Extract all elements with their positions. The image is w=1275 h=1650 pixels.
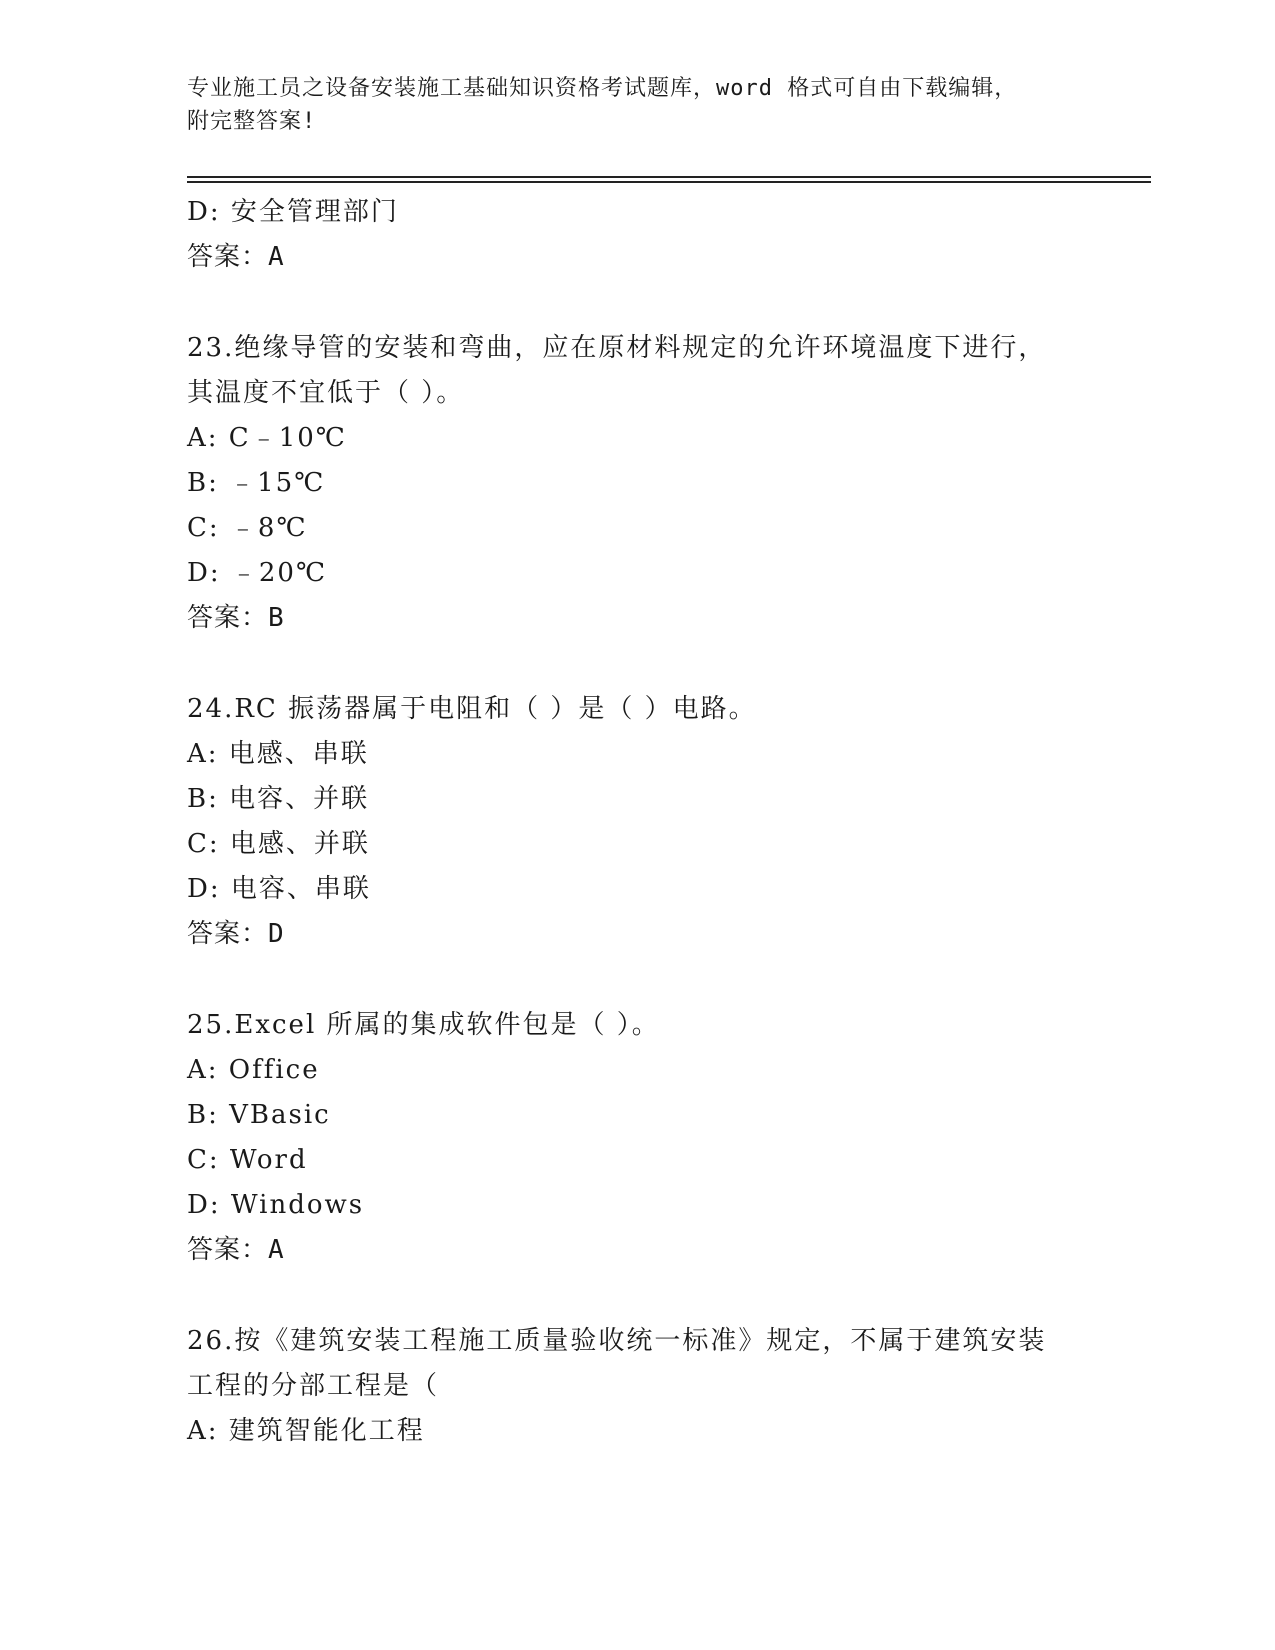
question-23	[187, 326, 1107, 641]
answer: 答案：A	[187, 1235, 285, 1265]
page-header	[187, 72, 1087, 138]
option-d: D: ﹣20℃	[187, 558, 328, 588]
option-c: C: Word	[187, 1145, 308, 1175]
question-stem: 23.绝缘导管的安装和弯曲，应在原材料规定的允许环境温度下进行，	[187, 333, 1047, 363]
question-24	[187, 687, 1107, 957]
option-d: D: 安全管理部门	[187, 197, 399, 227]
option-c: C: 电感、并联	[187, 829, 370, 859]
question-stem: 26.按《建筑安装工程施工质量验收统一标准》规定，不属于建筑安装	[187, 1326, 1047, 1356]
answer: 答案：B	[187, 603, 285, 633]
answer: 答案：D	[187, 919, 285, 949]
question-stem: 25.Excel 所属的集成软件包是（ ）。	[187, 1010, 660, 1040]
header-line-2: 附完整答案!	[187, 109, 317, 134]
option-a: A: C﹣10℃	[187, 423, 347, 453]
question-25	[187, 1003, 1107, 1273]
question-26	[187, 1319, 1107, 1454]
question-stem-cont: 其温度不宜低于（ ）。	[187, 378, 465, 408]
option-a: A: 电感、串联	[187, 739, 369, 769]
option-b: B: ﹣15℃	[187, 468, 326, 498]
document-body	[187, 190, 1107, 1454]
option-d: D: Windows	[187, 1190, 365, 1220]
header-line-1: 专业施工员之设备安装施工基础知识资格考试题库，word 格式可自由下载编辑，	[187, 76, 1018, 101]
answer: 答案：A	[187, 242, 285, 272]
question-stem-cont: 工程的分部工程是（	[187, 1371, 440, 1401]
option-a: A: Office	[187, 1055, 320, 1085]
option-a: A: 建筑智能化工程	[187, 1416, 425, 1446]
question-stem: 24.RC 振荡器属于电阻和（ ）是（ ）电路。	[187, 694, 757, 724]
header-double-rule	[187, 176, 1151, 183]
option-b: B: 电容、并联	[187, 784, 370, 814]
option-c: C: ﹣8℃	[187, 513, 308, 543]
option-b: B: VBasic	[187, 1100, 331, 1130]
option-d: D: 电容、串联	[187, 874, 371, 904]
continued-question	[187, 190, 1107, 280]
